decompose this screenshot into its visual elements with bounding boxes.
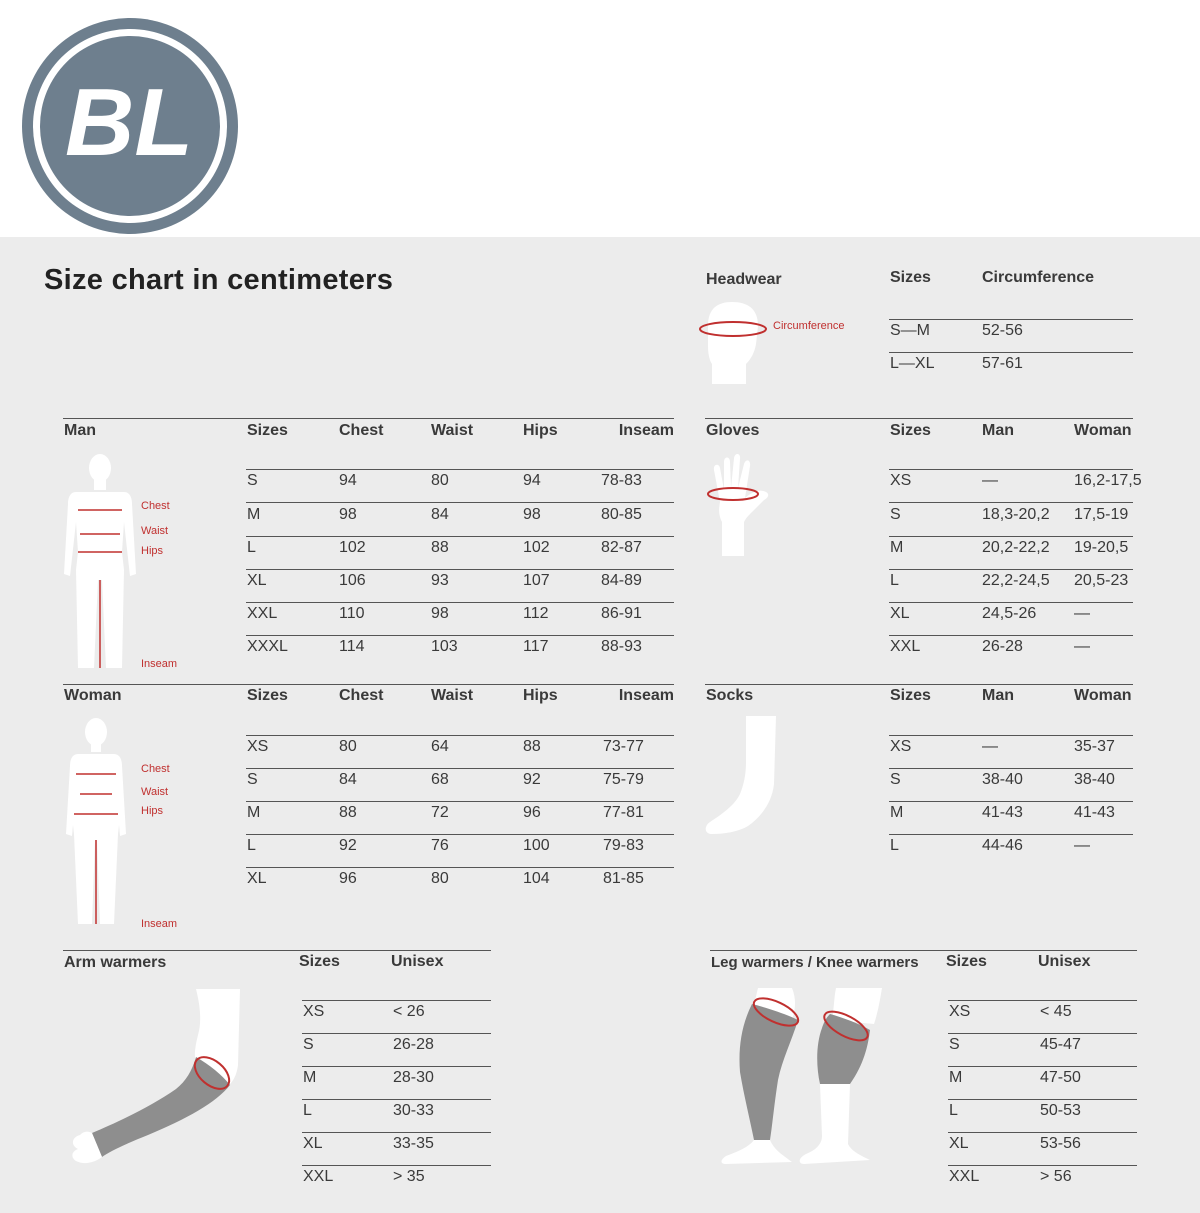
man-rule (246, 635, 674, 636)
headwear-col-sizes: Sizes (890, 269, 931, 286)
gloves-col-sizes: Sizes (890, 422, 931, 439)
man-cell: 80 (431, 472, 449, 489)
woman-cell: 73-77 (603, 738, 644, 755)
woman-rule (246, 834, 674, 835)
woman-cell: 104 (523, 870, 550, 887)
arm-warmers-cell: 33-35 (393, 1135, 434, 1152)
headwear-cell: S—M (890, 322, 930, 339)
woman-cell: L (247, 837, 256, 854)
man-col-inseam: Inseam (618, 422, 674, 439)
gloves-cell: M (890, 539, 904, 556)
headwear-cell: 52-56 (982, 322, 1023, 339)
man-cell: 88-93 (601, 638, 642, 655)
arm-warmers-cell: XS (303, 1003, 325, 1020)
headwear-rule (889, 319, 1133, 320)
leg-warmers-cell: XXL (949, 1168, 980, 1185)
gloves-rule (889, 602, 1133, 603)
arm-warmers-col-unisex: Unisex (391, 953, 444, 970)
man-cell: 82-87 (601, 539, 642, 556)
woman-top-rule (63, 684, 674, 685)
man-cell: 84 (431, 506, 449, 523)
gloves-cell: 20,5-23 (1074, 572, 1129, 589)
headwear-title: Headwear (706, 271, 782, 288)
man-col-chest: Chest (339, 422, 384, 439)
man-cell: S (247, 472, 258, 489)
hand-illustration (700, 450, 780, 560)
man-cell: 80-85 (601, 506, 642, 523)
leg-warmers-cell: L (949, 1102, 958, 1119)
gloves-cell: XXL (890, 638, 921, 655)
man-cell: 110 (339, 605, 365, 622)
gloves-cell: XS (890, 472, 912, 489)
headwear-col-circumference: Circumference (982, 269, 1095, 286)
man-col-hips: Hips (523, 422, 558, 439)
socks-cell: 44-46 (982, 837, 1023, 854)
man-cell: 88 (431, 539, 449, 556)
leg-warmers-cell: 45-47 (1040, 1036, 1081, 1053)
gloves-cell: 24,5-26 (982, 605, 1037, 622)
sock-illustration (700, 712, 790, 840)
leg-warmers-cell: < 45 (1040, 1003, 1072, 1020)
man-cell: 102 (339, 539, 366, 556)
man-cell: 107 (523, 572, 550, 589)
woman-hips-label: Hips (141, 805, 164, 817)
man-inseam-label: Inseam (141, 658, 178, 670)
gloves-cell: — (1074, 638, 1090, 655)
woman-cell: M (247, 804, 261, 821)
arm-warmers-rule (302, 1165, 491, 1166)
logo-text: BL (65, 69, 193, 176)
socks-cell: — (1074, 837, 1090, 854)
arm-warmers-rule (302, 1066, 491, 1067)
woman-chest-label: Chest (141, 763, 170, 775)
leg-warmers-cell: XL (949, 1135, 969, 1152)
woman-cell: 72 (431, 804, 449, 821)
socks-cell: 35-37 (1074, 738, 1115, 755)
woman-cell: 96 (523, 804, 541, 821)
man-cell: 78-83 (601, 472, 642, 489)
gloves-cell: 16,2-17,5 (1074, 472, 1142, 489)
woman-waist-label: Waist (141, 786, 169, 798)
woman-cell: XL (247, 870, 267, 887)
leg-warmers-rule (948, 1165, 1137, 1166)
woman-cell: 96 (339, 870, 357, 887)
man-cell: L (247, 539, 256, 556)
socks-cell: M (890, 804, 904, 821)
socks-cell: 41-43 (1074, 804, 1115, 821)
arm-warmers-cell: 26-28 (393, 1036, 434, 1053)
arm-warmers-rule (302, 1033, 491, 1034)
arm-warmers-cell: XL (303, 1135, 323, 1152)
woman-cell: XS (247, 738, 269, 755)
socks-cell: XS (890, 738, 912, 755)
man-rule (246, 602, 674, 603)
man-chest-label: Chest (141, 500, 170, 512)
man-cell: 102 (523, 539, 550, 556)
woman-cell: S (247, 771, 258, 788)
woman-cell: 84 (339, 771, 357, 788)
gloves-cell: 17,5-19 (1074, 506, 1129, 523)
legs-illustration (712, 984, 896, 1170)
woman-cell: 80 (431, 870, 449, 887)
man-cell: 106 (339, 572, 366, 589)
man-figure (58, 452, 144, 674)
woman-rule (246, 768, 674, 769)
arm-warmers-rule (302, 1132, 491, 1133)
man-cell: XL (247, 572, 267, 589)
arm-warmers-cell: < 26 (393, 1003, 425, 1020)
woman-cell: 88 (523, 738, 541, 755)
leg-warmers-col-unisex: Unisex (1038, 953, 1091, 970)
man-top-rule (63, 418, 674, 419)
arm-warmers-rule (302, 1000, 491, 1001)
man-rule (246, 502, 674, 503)
leg-warmers-top-rule (710, 950, 1137, 951)
woman-cell: 77-81 (603, 804, 644, 821)
brand-logo (16, 12, 244, 240)
socks-cell: — (982, 738, 998, 755)
woman-cell: 80 (339, 738, 357, 755)
leg-warmers-cell: 47-50 (1040, 1069, 1081, 1086)
leg-warmers-rule (948, 1066, 1137, 1067)
woman-cell: 75-79 (603, 771, 644, 788)
arm-illustration (66, 985, 246, 1170)
gloves-cell: S (890, 506, 901, 523)
man-cell: XXL (247, 605, 278, 622)
leg-warmers-cell: 53-56 (1040, 1135, 1081, 1152)
arm-warmers-cell: 28-30 (393, 1069, 434, 1086)
gloves-cell: — (982, 472, 998, 489)
man-col-waist: Waist (431, 422, 474, 439)
woman-cell: 92 (523, 771, 541, 788)
woman-cell: 92 (339, 837, 357, 854)
leg-warmers-col-sizes: Sizes (946, 953, 987, 970)
man-rule (246, 569, 674, 570)
woman-cell: 88 (339, 804, 357, 821)
gloves-rule (889, 469, 1133, 470)
socks-col-woman: Woman (1074, 687, 1132, 704)
woman-rule (246, 801, 674, 802)
man-cell: 94 (523, 472, 541, 489)
woman-cell: 100 (523, 837, 550, 854)
man-hips-label: Hips (141, 545, 164, 557)
socks-rule (889, 735, 1133, 736)
socks-cell: 38-40 (1074, 771, 1115, 788)
woman-col-chest: Chest (339, 687, 384, 704)
gloves-cell: 20,2-22,2 (982, 539, 1050, 556)
woman-rule (246, 867, 674, 868)
gloves-cell: 18,3-20,2 (982, 506, 1050, 523)
socks-top-rule (705, 684, 1133, 685)
gloves-top-rule (705, 418, 1133, 419)
man-col-sizes: Sizes (247, 422, 288, 439)
leg-warmers-rule (948, 1132, 1137, 1133)
headwear-cell: L—XL (890, 355, 935, 372)
socks-col-man: Man (982, 687, 1014, 704)
socks-cell: 41-43 (982, 804, 1023, 821)
man-cell: 103 (431, 638, 458, 655)
socks-cell: L (890, 837, 899, 854)
leg-warmers-cell: S (949, 1036, 960, 1053)
arm-warmers-cell: XXL (303, 1168, 334, 1185)
man-cell: 98 (523, 506, 541, 523)
man-cell: XXXL (247, 638, 288, 655)
arm-warmers-cell: > 35 (393, 1168, 425, 1185)
woman-col-inseam: Inseam (618, 687, 674, 704)
socks-rule (889, 801, 1133, 802)
woman-cell: 79-83 (603, 837, 644, 854)
gloves-cell: 26-28 (982, 638, 1023, 655)
socks-rule (889, 834, 1133, 835)
arm-warmers-rule (302, 1099, 491, 1100)
man-title: Man (64, 422, 96, 439)
leg-warmers-cell: > 56 (1040, 1168, 1072, 1185)
socks-cell: 38-40 (982, 771, 1023, 788)
gloves-col-man: Man (982, 422, 1014, 439)
leg-warmers-cell: XS (949, 1003, 971, 1020)
head-illustration (694, 298, 774, 388)
gloves-col-woman: Woman (1074, 422, 1132, 439)
man-cell: 98 (339, 506, 357, 523)
arm-warmers-top-rule (63, 950, 491, 951)
woman-rule (246, 735, 674, 736)
leg-warmers-cell: M (949, 1069, 963, 1086)
gloves-rule (889, 635, 1133, 636)
socks-rule (889, 768, 1133, 769)
headwear-circumference-label: Circumference (773, 320, 845, 332)
man-cell: 112 (523, 605, 549, 622)
leg-warmers-rule (948, 1099, 1137, 1100)
gloves-title: Gloves (706, 422, 760, 439)
gloves-rule (889, 536, 1133, 537)
headwear-cell: 57-61 (982, 355, 1023, 372)
man-rule (246, 536, 674, 537)
woman-col-sizes: Sizes (247, 687, 288, 704)
woman-cell: 76 (431, 837, 449, 854)
arm-warmers-cell: M (303, 1069, 317, 1086)
leg-warmers-cell: 50-53 (1040, 1102, 1081, 1119)
leg-warmers-rule (948, 1000, 1137, 1001)
arm-warmers-cell: S (303, 1036, 314, 1053)
leg-warmers-title: Leg warmers / Knee warmers (711, 954, 919, 971)
gloves-cell: 19-20,5 (1074, 539, 1129, 556)
man-cell: 93 (431, 572, 449, 589)
arm-warmers-cell: 30-33 (393, 1102, 434, 1119)
man-cell: 114 (339, 638, 365, 655)
man-waist-label: Waist (141, 525, 169, 537)
woman-inseam-label: Inseam (141, 918, 178, 930)
leg-warmers-rule (948, 1033, 1137, 1034)
woman-cell: 64 (431, 738, 449, 755)
woman-figure (60, 716, 140, 930)
man-cell: M (247, 506, 261, 523)
arm-warmers-col-sizes: Sizes (299, 953, 340, 970)
gloves-cell: L (890, 572, 899, 589)
man-cell: 86-91 (601, 605, 642, 622)
woman-cell: 68 (431, 771, 449, 788)
gloves-cell: 22,2-24,5 (982, 572, 1050, 589)
man-rule (246, 469, 674, 470)
man-cell: 98 (431, 605, 449, 622)
man-cell: 84-89 (601, 572, 642, 589)
gloves-rule (889, 502, 1133, 503)
headwear-rule (889, 352, 1133, 353)
man-cell: 117 (523, 638, 549, 655)
gloves-cell: XL (890, 605, 910, 622)
arm-warmers-cell: L (303, 1102, 312, 1119)
socks-title: Socks (706, 687, 754, 704)
socks-cell: S (890, 771, 901, 788)
socks-col-sizes: Sizes (890, 687, 931, 704)
page-title: Size chart in centimeters (44, 264, 394, 296)
woman-col-waist: Waist (431, 687, 474, 704)
woman-title: Woman (64, 687, 122, 704)
gloves-rule (889, 569, 1133, 570)
woman-cell: 81-85 (603, 870, 644, 887)
man-cell: 94 (339, 472, 357, 489)
woman-col-hips: Hips (523, 687, 558, 704)
gloves-cell: — (1074, 605, 1090, 622)
arm-warmers-title: Arm warmers (64, 954, 167, 971)
